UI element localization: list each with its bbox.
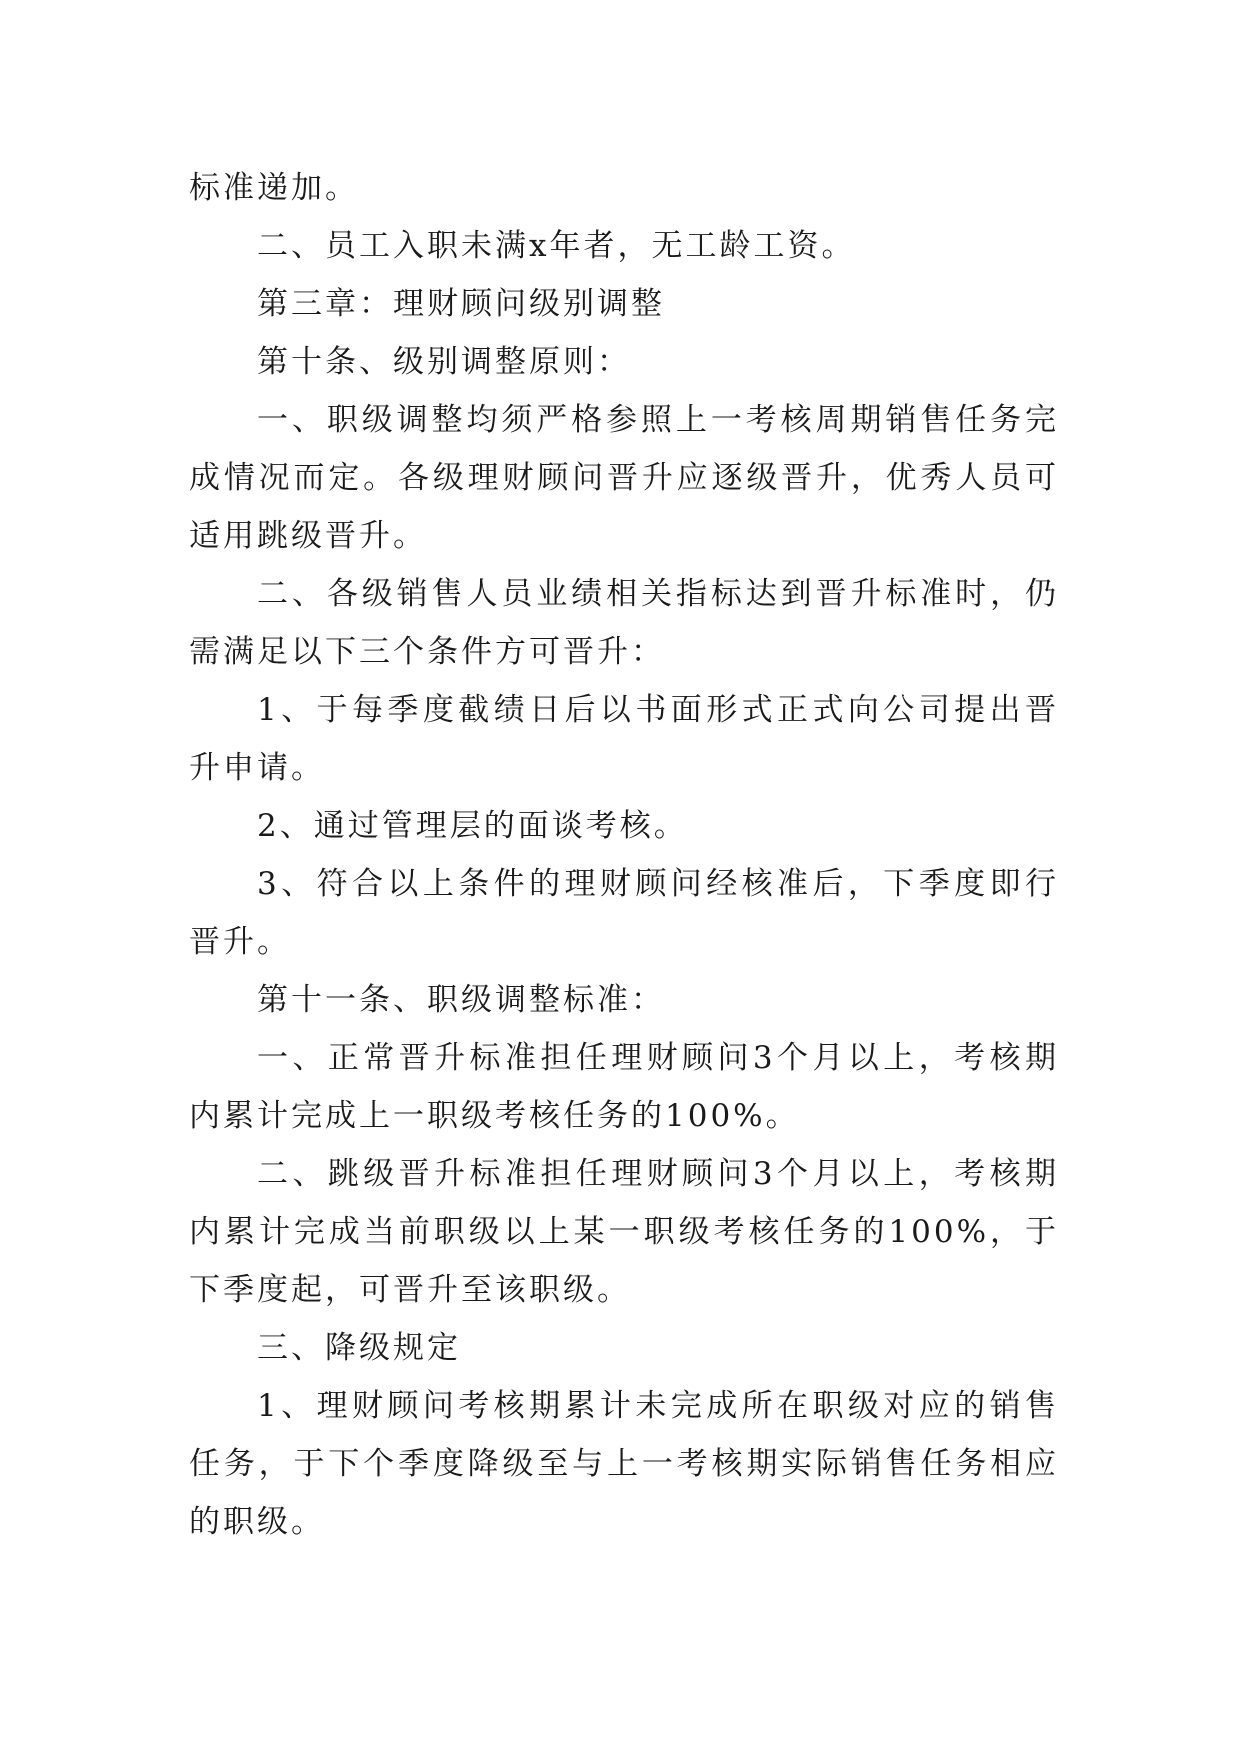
article-heading-10: 第十条、级别调整原则： bbox=[257, 344, 631, 380]
list-item-condition-2: 2、通过管理层的面谈考核。 bbox=[257, 808, 688, 844]
paragraph-continuation: 标准递加。 bbox=[189, 170, 359, 206]
paragraph-normal-promotion: 一、正常晋升标准担任理财顾问3个月以上，考核期内累计完成上一职级考核任务的100%。 bbox=[189, 1040, 1059, 1134]
list-item-condition-1: 1、于每季度截绩日后以书面形式正式向公司提出晋升申请。 bbox=[189, 692, 1059, 786]
paragraph-adjustment-rule-2: 二、各级销售人员业绩相关指标达到晋升标准时，仍需满足以下三个条件方可晋升： bbox=[189, 576, 1059, 670]
chapter-heading: 第三章：理财顾问级别调整 bbox=[257, 286, 665, 322]
paragraph-skip-promotion: 二、跳级晋升标准担任理财顾问3个月以上，考核期内累计完成当前职级以上某一职级考核任务的100%，于下季度起，可晋升至该职级。 bbox=[189, 1156, 1059, 1308]
article-heading-11: 第十一条、职级调整标准： bbox=[257, 982, 665, 1018]
section-heading-demotion: 三、降级规定 bbox=[257, 1330, 461, 1366]
paragraph-seniority-wage: 二、员工入职未满x年者，无工龄工资。 bbox=[257, 228, 856, 264]
list-item-condition-3: 3、符合以上条件的理财顾问经核准后，下季度即行晋升。 bbox=[189, 866, 1059, 960]
document-body bbox=[189, 159, 1059, 1551]
paragraph-adjustment-rule-1: 一、职级调整均须严格参照上一考核周期销售任务完成情况而定。各级理财顾问晋升应逐级晋升，优秀人员可适用跳级晋升。 bbox=[189, 402, 1059, 554]
list-item-demotion-1: 1、理财顾问考核期累计未完成所在职级对应的销售任务，于下个季度降级至与上一考核期实际销售任务相应的职级。 bbox=[189, 1388, 1059, 1540]
